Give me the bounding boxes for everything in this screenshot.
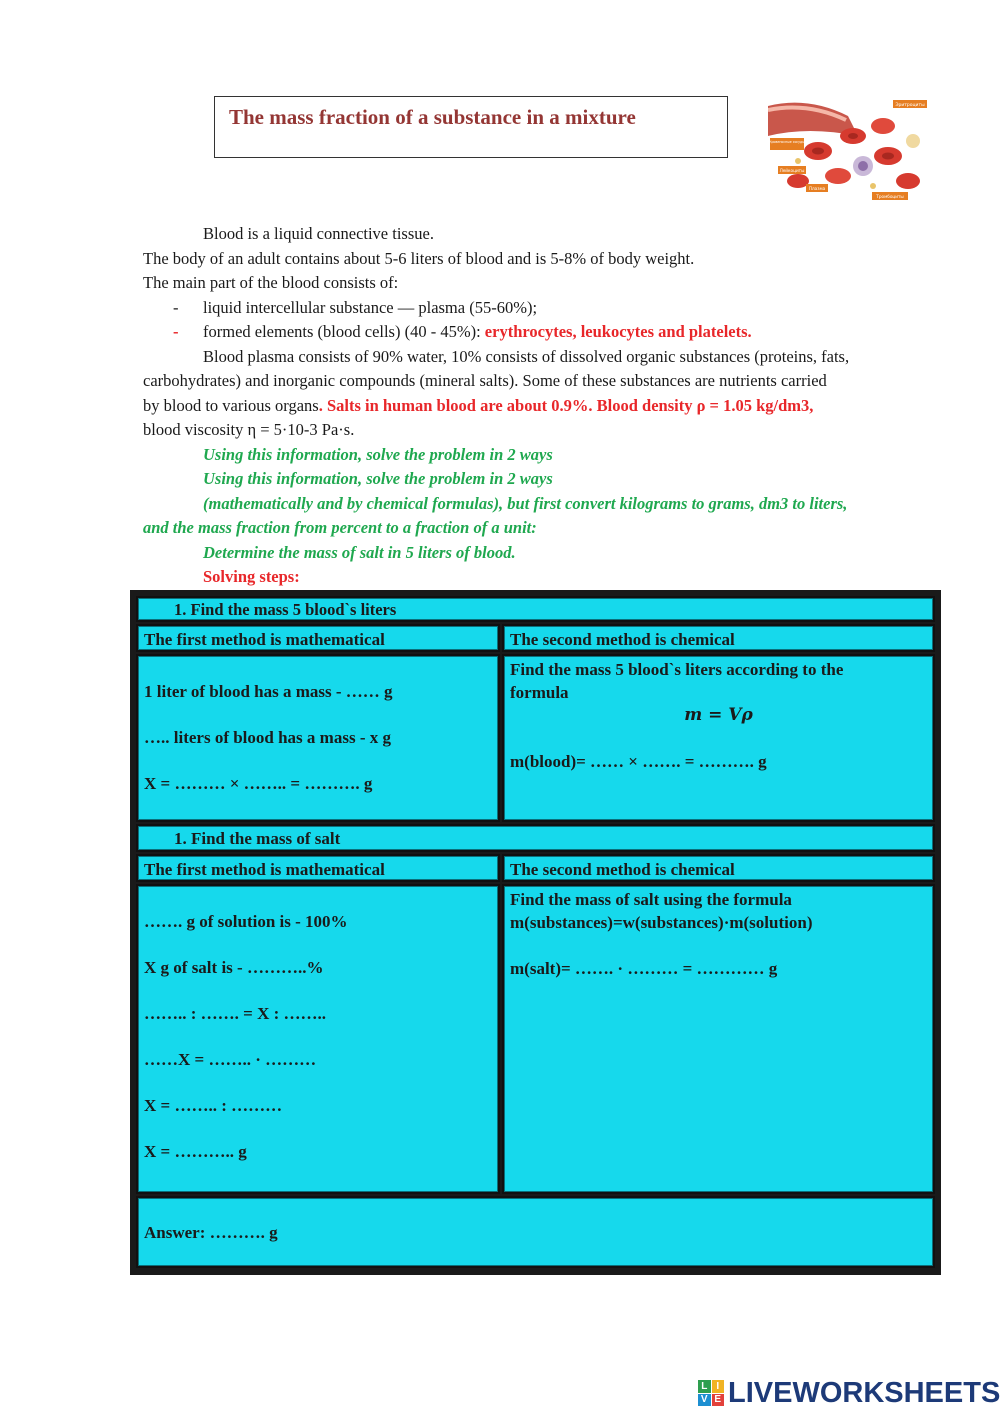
mass-formula: m = Vρ <box>684 705 753 725</box>
image-label: Плазма <box>808 186 826 191</box>
image-label: Кровеносные сосуды <box>769 140 805 144</box>
logo-letter: I <box>712 1380 725 1393</box>
intro-text <box>143 222 943 590</box>
header-chem-2 <box>502 854 935 882</box>
s1-chem-cell[interactable] <box>502 654 935 822</box>
logo-letter: E <box>712 1394 725 1407</box>
s2-math-cell[interactable] <box>136 884 500 1194</box>
instruction: and the mass fraction from percent to a fraction of a unit: <box>143 518 537 537</box>
header-math <box>136 624 500 652</box>
salt-formula: m(substances)=w(substances)·m(solution) <box>510 913 813 932</box>
title-box <box>214 96 728 158</box>
header-math-2 <box>136 854 500 882</box>
s1-math-cell[interactable] <box>136 654 500 822</box>
section-2-title-text: 1. Find the mass of salt <box>174 829 341 848</box>
header-math-text: The first method is mathematical <box>144 860 385 879</box>
s2-math-line[interactable]: ……X = …….. · ……… <box>144 1050 317 1069</box>
paragraph-highlight: . Salts in human blood are about 0.9%. Blood density ρ = 1.05 kg/dm3, <box>318 395 814 415</box>
image-label: Эритроциты <box>895 103 925 108</box>
paragraph: Blood plasma consists of 90% water, 10% consists of dissolved organic substances (proteins, fats, <box>203 346 850 366</box>
s2-math-line[interactable]: …….. : ……. = X : …….. <box>144 1004 327 1023</box>
header-chem-text: The second method is chemical <box>510 860 735 879</box>
s1-chem-answer-line[interactable]: m(blood)= …… × ……. = ………. g <box>510 752 767 771</box>
list-item-text: formed elements (blood cells) (40 - 45%): <box>203 322 485 341</box>
list-item-highlight: erythrocytes, leukocytes and platelets. <box>484 322 752 341</box>
s2-chem-cell[interactable] <box>502 884 935 1194</box>
answer-text[interactable]: Answer: ………. g <box>144 1223 278 1242</box>
s2-chem-answer-line[interactable]: m(salt)= ……. · ……… = ………… g <box>510 959 778 978</box>
s1-math-line[interactable]: 1 liter of blood has a mass - …… g <box>144 682 393 701</box>
worksheet-table <box>130 590 941 1275</box>
section-1-title-text: 1. Find the mass 5 blood`s liters <box>174 600 397 619</box>
blood-cells-illustration <box>768 96 928 202</box>
paragraph: The body of an adult contains about 5-6 liters of blood and is 5-8% of body weight. <box>143 248 695 268</box>
answer-cell[interactable] <box>136 1196 935 1268</box>
liveworksheets-logo-icon <box>698 1380 724 1406</box>
s2-math-line[interactable]: X = ……….. g <box>144 1142 247 1161</box>
s2-math-line[interactable]: ……. g of solution is - 100% <box>144 912 348 931</box>
s1-math-line[interactable]: ….. liters of blood has a mass - x g <box>144 728 391 747</box>
solving-steps-heading: Solving steps: <box>203 567 300 586</box>
bullet-dash: - <box>173 322 179 341</box>
header-chem <box>502 624 935 652</box>
instruction: Using this information, solve the problem in 2 ways <box>203 469 553 488</box>
brand-text: LIVEWORKSHEETS <box>728 1376 1000 1409</box>
image-label: Тромбоциты <box>876 194 904 199</box>
list-item <box>143 320 943 345</box>
s2-math-line[interactable]: X g of salt is - ………..% <box>144 958 324 977</box>
section-1-title <box>136 596 935 622</box>
logo-letter: V <box>698 1394 711 1407</box>
logo-letter: L <box>698 1380 711 1393</box>
s1-chem-line: formula <box>510 683 569 702</box>
paragraph: by blood to various organs <box>143 395 319 415</box>
s2-chem-line: Find the mass of salt using the formula <box>510 890 792 909</box>
paragraph: The main part of the blood consists of: <box>143 273 399 292</box>
header-chem-text: The second method is chemical <box>510 630 735 649</box>
list-item <box>143 296 943 321</box>
liveworksheets-brand <box>698 1376 1000 1410</box>
header-math-text: The first method is mathematical <box>144 630 385 649</box>
list-item-text: liquid intercellular substance — plasma (55-60%); <box>203 297 538 317</box>
s2-math-line[interactable]: X = …….. : ……… <box>144 1096 283 1115</box>
instruction: (mathematically and by chemical formulas), but first convert kilograms to grams, dm3 to liters, <box>203 493 848 513</box>
page-title: The mass fraction of a substance in a mixture <box>229 105 636 129</box>
image-label: Лейкоциты <box>779 168 805 173</box>
task: Determine the mass of salt in 5 liters of blood. <box>203 542 516 562</box>
bullet-dash: - <box>173 297 179 317</box>
s1-chem-line: Find the mass 5 blood`s liters according to the <box>510 660 844 679</box>
section-2-title <box>136 824 935 852</box>
paragraph: carbohydrates) and inorganic compounds (mineral salts). Some of these substances are nutrients carried <box>143 371 827 390</box>
instruction: Using this information, solve the problem in 2 ways <box>203 444 553 464</box>
paragraph: Blood is a liquid connective tissue. <box>203 224 434 243</box>
s1-math-line[interactable]: X = ……… × …….. = ………. g <box>144 774 373 793</box>
paragraph: blood viscosity η = 5·10-3 Pa·s. <box>143 420 355 439</box>
